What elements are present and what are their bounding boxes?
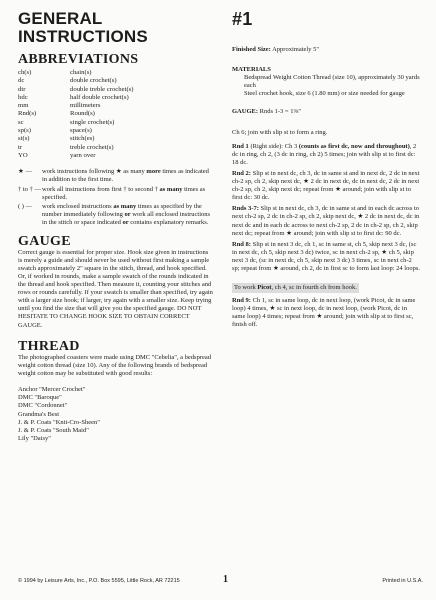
abbreviation-key: mm	[18, 102, 29, 110]
pattern-gauge-value: Rnds 1-3 = 1⅜"	[259, 108, 301, 116]
round-9	[232, 297, 420, 329]
title-line-1: GENERAL	[18, 9, 103, 28]
picot-instruction	[232, 276, 420, 294]
round-text: Slip st in next dc, ch 3, dc in same st and in each dc across to next ch-2 sp, 2 dc in ch-2 sp, ch 2, skip next dc, ★ 2 dc in next dc, dc in next dc and in each dc across to next ch-2 sp, 2 dc in ch-2 sp, ch 2, skip next dc; repeat from ★ around; join with slip st to first dc: 90 dc.	[232, 205, 420, 237]
thread-brand: DMC "Cordonnet"	[18, 402, 68, 410]
abbreviations-heading: ABBREVIATIONS	[18, 52, 139, 67]
abbreviation-meaning: Round(s)	[70, 110, 95, 118]
abbreviation-row	[18, 102, 134, 110]
page-number: 1	[223, 574, 228, 585]
round-9-label: Rnd 9:	[232, 297, 251, 305]
abbreviation-row	[18, 144, 134, 152]
round-instruction	[232, 143, 420, 167]
note-text-part: work instructions following ★ as many	[42, 168, 147, 176]
rounds-list	[232, 143, 420, 273]
symbol-note	[18, 186, 214, 202]
round-text: Slip st in next 3 dc, ch 1, sc in same st, ch 5, skip next 3 dc, (sc in next dc, ch 5, skip next 3 dc) twice, sc in next ch-2 sp, ★ ch 5, skip next 3 dc, (sc in next dc, ch 5, skip next 3 dc) 3 times, sc in next ch-2 sp; repeat from ★ around, ch 2, dc in first sc to form last loop: 24 loops.	[232, 240, 420, 272]
note-text	[42, 168, 214, 184]
abbreviation-row	[18, 135, 134, 143]
thread-brand: Grandma's Best	[18, 410, 60, 418]
material-item: Steel crochet hook, size 6 (1.80 mm) or size needed for gauge	[244, 90, 405, 98]
round-text: Slip st in next dc, ch 3, dc in same st and in next dc, 2 dc in next ch-2 sp, ch 2, skip next dc, ★ 2 dc in next dc, dc in next dc, 2 dc in next ch-2 sp, ch 2, skip next dc; repeat from ★ around; join with slip st to first dc: 30 dc.	[232, 169, 420, 202]
pattern-number: #1	[232, 9, 253, 29]
round-instruction	[232, 205, 420, 237]
right-column	[232, 10, 420, 332]
copyright: © 1994 by Leisure Arts, Inc., P.O. Box 5595, Little Rock, AR 72215	[18, 578, 180, 584]
abbreviation-meaning: yarn over	[70, 151, 96, 159]
finished-size-value: Approximately 5"	[272, 46, 319, 53]
abbreviation-key: Rnd(s)	[18, 110, 37, 118]
note-text-part: as many	[113, 203, 137, 211]
abbreviation-row	[18, 69, 134, 77]
abbreviation-key: tr	[18, 143, 23, 151]
round-label: Rnd 1	[232, 142, 249, 150]
round-instruction	[232, 241, 420, 273]
note-text-part: work all enclosed instructions in the stitch or space indicated	[42, 211, 211, 227]
note-text	[42, 186, 214, 202]
note-text-part: work enclosed instructions	[42, 203, 114, 211]
abbreviation-meaning: double crochet(s)	[70, 77, 117, 85]
gauge-paragraph: Correct gauge is essential for proper size. Hook size given in instructions is merely a guide and should never be used without first making a sample swatch approximately 2" square in the stitch, thread, and hook specified. Or, if worked in rounds, make a sample swatch of the rounds indicated in the thread and hook specified. Then measure it, counting your stitches and rows or rounds carefully. If your swatch is smaller than specified, try again with a larger size hook; if larger, try again with a smaller size. Keep trying until you find the size that will give you the specified gauge. DO NOT HESITATE TO CHANGE HOOK SIZE TO OBTAIN CORRECT GAUGE.	[18, 248, 213, 329]
pattern-gauge	[232, 108, 420, 116]
thread-heading: THREAD	[18, 338, 80, 354]
abbreviation-key: st(s)	[18, 135, 30, 143]
round-text-cont: , 2 dc in ring, ch 2, (3 dc in ring, ch 2) 5 times; join with slip st to first dc: 18 dc.	[232, 142, 417, 166]
abbreviation-key: sc	[18, 118, 24, 126]
abbreviation-key: YO	[18, 151, 28, 159]
materials-heading: MATERIALS	[232, 66, 271, 74]
note-symbol: † to † —	[18, 185, 41, 193]
printed-in: Printed in U.S.A.	[382, 578, 423, 584]
abbreviation-key: dc	[18, 77, 25, 85]
thread-brand: J. & P. Coats "South Maid"	[18, 426, 89, 434]
round-label: Rnd 8:	[232, 240, 251, 248]
abbreviation-row	[18, 110, 134, 118]
note-text-part: times as specified by the number immediately following	[42, 203, 202, 219]
round-label: Rnds 3-7:	[232, 205, 259, 213]
note-symbol: ★ —	[18, 168, 32, 176]
symbol-notes	[18, 168, 214, 227]
note-text-part: times as specified.	[42, 185, 206, 201]
abbreviation-key: ch(s)	[18, 69, 32, 76]
abbreviation-row	[18, 127, 134, 135]
thread-paragraph: The photographed coasters were made using DMC "Cebelia", a bedspread weight cotton thread (size 10). Any of the following brands of bedspread weight cotton may be substituted with good results:	[18, 353, 212, 377]
note-text-part: times as indicated in addition to the first time.	[42, 168, 209, 184]
materials-list	[232, 74, 420, 98]
finished-size	[232, 46, 420, 54]
thread-brand: Lily "Daisy"	[18, 435, 51, 443]
abbreviation-key: dtr	[18, 85, 26, 93]
abbreviation-row	[18, 86, 134, 94]
thread-brand: DMC "Baroque"	[18, 394, 62, 402]
abbreviation-meaning: double treble crochet(s)	[70, 85, 134, 93]
pattern-gauge-label: GAUGE:	[232, 108, 258, 116]
picot-post: , ch 4, sc in fourth ch from hook.	[271, 284, 357, 292]
gauge-heading: GAUGE	[18, 233, 71, 249]
note-text	[42, 203, 214, 228]
abbreviation-meaning: millimeters	[70, 102, 101, 110]
note-symbol: ( ) —	[18, 203, 33, 211]
note-text-part: work all instructions from first † to second †	[42, 185, 160, 193]
abbreviation-row	[18, 77, 134, 85]
thread-brand-list	[18, 386, 214, 443]
abbreviation-row	[18, 119, 134, 127]
picot-pre: To work	[234, 284, 258, 292]
note-text-part: more	[146, 168, 161, 176]
round-text: (Right side): Ch 3	[248, 142, 299, 150]
page-title	[18, 10, 214, 46]
material-item: Bedspread Weight Cotton Thread (size 10), approximately 30 yards each	[244, 74, 420, 90]
abbreviation-meaning: half double crochet(s)	[70, 93, 129, 101]
round-emphasis: (counts as first dc, now and throughout)	[298, 142, 410, 150]
title-line-2: INSTRUCTIONS	[18, 27, 148, 46]
abbreviation-meaning: chain(s)	[70, 69, 92, 76]
thread-brand: Anchor "Mercer Crochet"	[18, 385, 86, 393]
abbreviation-meaning: treble crochet(s)	[70, 143, 114, 151]
round-9-text: Ch 1, sc in same loop, dc in next loop, (work Picot, dc in same loop) 4 times, ★ sc in next loop, dc in next loop, (work Picot, dc in same loop) 4 times; repeat from ★ around; join with slip st to first sc, finish off.	[232, 297, 416, 329]
abbreviation-meaning: stitch(es)	[70, 135, 95, 143]
abbreviation-meaning: space(s)	[70, 127, 92, 135]
note-text-part: contains explanatory remarks.	[128, 219, 209, 227]
note-text-part: or	[124, 211, 131, 219]
picot-bold: Picot	[257, 284, 272, 292]
note-text-part: or	[122, 219, 129, 227]
abbreviations-table	[18, 69, 134, 160]
symbol-note	[18, 168, 214, 184]
abbreviation-row	[18, 152, 134, 160]
round-instruction	[232, 170, 420, 202]
abbreviation-key: hdc	[18, 93, 28, 101]
finished-size-label: Finished Size:	[232, 46, 271, 53]
thread-brand: J. & P. Coats "Knit-Cro-Sheen"	[18, 418, 100, 426]
left-column	[18, 10, 214, 443]
symbol-note	[18, 203, 214, 228]
picot-highlight	[232, 283, 359, 293]
abbreviation-key: sp(s)	[18, 127, 32, 135]
note-text-part: as many	[159, 185, 183, 193]
abbreviation-meaning: single crochet(s)	[70, 118, 115, 126]
round-label: Rnd 2:	[232, 169, 251, 177]
starting-chain: Ch 6; join with slip st to form a ring.	[232, 128, 328, 136]
abbreviation-row	[18, 94, 134, 102]
